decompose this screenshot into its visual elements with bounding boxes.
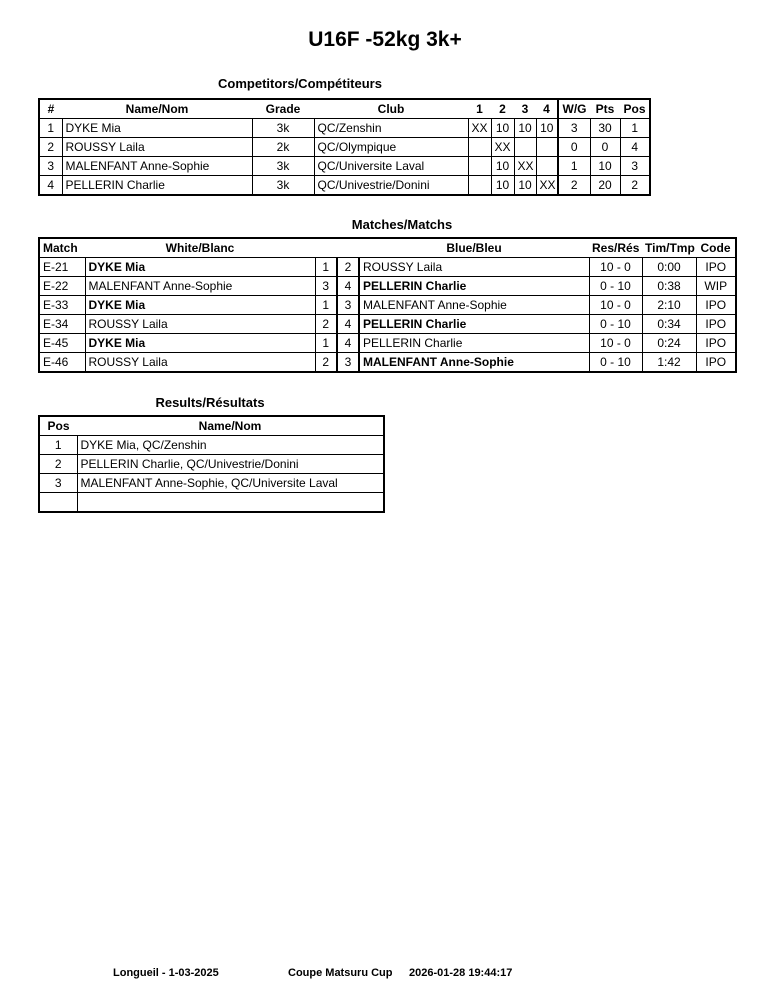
competitors-table bbox=[38, 98, 651, 196]
competitor-cell: XX bbox=[514, 157, 536, 176]
competitor-cell: QC/Olympique bbox=[314, 138, 468, 157]
competitor-cell bbox=[536, 157, 558, 176]
match-bn-cell: 4 bbox=[337, 315, 359, 334]
competitors-header-cell: # bbox=[47, 102, 55, 116]
competitor-cell: 3k bbox=[252, 157, 314, 176]
competitor-cell: 4 bbox=[39, 176, 62, 196]
competitors-title: Competitors/Compétiteurs bbox=[218, 76, 382, 91]
match-row bbox=[39, 296, 736, 315]
match-match-cell: E-21 bbox=[39, 258, 85, 277]
match-white-cell: DYKE Mia bbox=[85, 334, 315, 353]
competitor-row bbox=[39, 176, 650, 196]
match-res-cell: 10 - 0 bbox=[589, 258, 642, 277]
match-bn-cell: 4 bbox=[337, 334, 359, 353]
competitor-cell: QC/Univestrie/Donini bbox=[314, 176, 468, 196]
competitor-cell: 3 bbox=[620, 157, 650, 176]
match-blue-cell: MALENFANT Anne-Sophie bbox=[359, 353, 589, 373]
match-blue-cell: PELLERIN Charlie bbox=[359, 277, 589, 296]
match-row bbox=[39, 353, 736, 373]
competitor-cell: 0 bbox=[590, 138, 620, 157]
results-header-cell: Name/Nom bbox=[198, 419, 262, 433]
competitor-cell: XX bbox=[468, 119, 491, 138]
competitor-cell: 2 bbox=[620, 176, 650, 196]
competitors-header-cell: Name/Nom bbox=[125, 102, 189, 116]
match-row bbox=[39, 258, 736, 277]
competitor-cell: 3k bbox=[252, 119, 314, 138]
matches-header-cell: Res/Rés bbox=[592, 241, 640, 255]
competitor-cell: QC/Zenshin bbox=[314, 119, 468, 138]
competitor-cell: 10 bbox=[514, 119, 536, 138]
match-blue-cell: MALENFANT Anne-Sophie bbox=[359, 296, 589, 315]
competitor-cell: 2k bbox=[252, 138, 314, 157]
match-blue-cell: PELLERIN Charlie bbox=[359, 315, 589, 334]
competitor-cell: ROUSSY Laila bbox=[62, 138, 252, 157]
match-code-cell: WIP bbox=[696, 277, 736, 296]
result-row bbox=[39, 455, 384, 474]
matches-header-cell: Match bbox=[43, 241, 78, 255]
match-row bbox=[39, 334, 736, 353]
match-wn-cell: 3 bbox=[315, 277, 337, 296]
result-row bbox=[39, 474, 384, 493]
competitor-cell: PELLERIN Charlie bbox=[62, 176, 252, 196]
competitor-cell: 10 bbox=[491, 119, 514, 138]
match-wn-cell: 1 bbox=[315, 258, 337, 277]
competitor-cell: QC/Universite Laval bbox=[314, 157, 468, 176]
competitors-header-cell: Pos bbox=[623, 102, 646, 116]
match-bn-cell: 3 bbox=[337, 296, 359, 315]
match-row bbox=[39, 315, 736, 334]
result-cell: 3 bbox=[39, 474, 77, 493]
competitor-cell: 10 bbox=[491, 176, 514, 196]
competitor-cell: 10 bbox=[590, 157, 620, 176]
competitor-cell: 1 bbox=[558, 157, 590, 176]
competitor-cell: 3 bbox=[39, 157, 62, 176]
matches-header-cell bbox=[315, 238, 337, 258]
match-time-cell: 0:24 bbox=[642, 334, 696, 353]
competitor-cell: 4 bbox=[620, 138, 650, 157]
match-bn-cell: 3 bbox=[337, 353, 359, 373]
competitor-cell: 2 bbox=[39, 138, 62, 157]
match-bn-cell: 4 bbox=[337, 277, 359, 296]
competitor-cell: XX bbox=[491, 138, 514, 157]
match-time-cell: 0:38 bbox=[642, 277, 696, 296]
match-res-cell: 0 - 10 bbox=[589, 315, 642, 334]
competitor-cell: 3k bbox=[252, 176, 314, 196]
match-time-cell: 0:00 bbox=[642, 258, 696, 277]
competitor-cell: MALENFANT Anne-Sophie bbox=[62, 157, 252, 176]
competitors-header-cell: 3 bbox=[521, 102, 529, 116]
match-time-cell: 1:42 bbox=[642, 353, 696, 373]
match-code-cell: IPO bbox=[696, 296, 736, 315]
results-header-cell: Pos bbox=[47, 419, 70, 433]
competitor-cell: 20 bbox=[590, 176, 620, 196]
matches-table bbox=[38, 237, 737, 373]
match-code-cell: IPO bbox=[696, 334, 736, 353]
footer-event: Coupe Matsuru Cup bbox=[288, 967, 393, 979]
competitors-header-cell: 2 bbox=[499, 102, 506, 116]
result-cell: 1 bbox=[39, 436, 77, 455]
competitor-cell: 30 bbox=[590, 119, 620, 138]
match-bn-cell: 2 bbox=[337, 258, 359, 277]
result-row bbox=[39, 436, 384, 455]
competitor-row bbox=[39, 138, 650, 157]
results-table bbox=[38, 415, 385, 513]
match-match-cell: E-45 bbox=[39, 334, 85, 353]
matches-header-cell: Tim/Tmp bbox=[645, 241, 695, 255]
match-white-cell: ROUSSY Laila bbox=[85, 353, 315, 373]
page-title: U16F -52kg 3k+ bbox=[308, 28, 462, 51]
competitors-header-cell: 1 bbox=[476, 102, 483, 116]
match-code-cell: IPO bbox=[696, 315, 736, 334]
footer-location: Longueil - 1-03-2025 bbox=[113, 967, 219, 979]
matches-header-cell bbox=[337, 238, 359, 258]
match-white-cell: DYKE Mia bbox=[85, 258, 315, 277]
match-time-cell: 0:34 bbox=[642, 315, 696, 334]
match-match-cell: E-33 bbox=[39, 296, 85, 315]
competitor-cell: 0 bbox=[558, 138, 590, 157]
match-blue-cell: PELLERIN Charlie bbox=[359, 334, 589, 353]
competitor-row bbox=[39, 157, 650, 176]
competitor-cell: 1 bbox=[620, 119, 650, 138]
match-code-cell: IPO bbox=[696, 258, 736, 277]
result-cell: 2 bbox=[39, 455, 77, 474]
competitors-header-cell: Club bbox=[377, 102, 405, 116]
footer-timestamp: 2026-01-28 19:44:17 bbox=[409, 967, 513, 979]
match-row bbox=[39, 277, 736, 296]
competitor-cell: XX bbox=[536, 176, 558, 196]
competitor-cell bbox=[468, 176, 491, 196]
match-res-cell: 10 - 0 bbox=[589, 296, 642, 315]
matches-header-cell: Code bbox=[700, 241, 731, 255]
match-match-cell: E-46 bbox=[39, 353, 85, 373]
competitors-header-cell: 4 bbox=[543, 102, 550, 116]
match-time-cell: 2:10 bbox=[642, 296, 696, 315]
match-white-cell: MALENFANT Anne-Sophie bbox=[85, 277, 315, 296]
result-cell bbox=[77, 493, 384, 513]
matches-header-cell: Blue/Bleu bbox=[446, 241, 502, 255]
match-res-cell: 10 - 0 bbox=[589, 334, 642, 353]
competitor-row bbox=[39, 119, 650, 138]
match-match-cell: E-22 bbox=[39, 277, 85, 296]
matches-title: Matches/Matchs bbox=[351, 217, 453, 232]
result-cell bbox=[39, 493, 77, 513]
competitor-cell: 10 bbox=[536, 119, 558, 138]
match-code-cell: IPO bbox=[696, 353, 736, 373]
competitor-cell bbox=[536, 138, 558, 157]
competitor-cell: 10 bbox=[514, 176, 536, 196]
match-wn-cell: 1 bbox=[315, 334, 337, 353]
match-res-cell: 0 - 10 bbox=[589, 277, 642, 296]
competitor-cell: DYKE Mia bbox=[62, 119, 252, 138]
competitor-cell: 2 bbox=[558, 176, 590, 196]
match-white-cell: DYKE Mia bbox=[85, 296, 315, 315]
competitor-cell bbox=[468, 157, 491, 176]
competitor-cell: 10 bbox=[491, 157, 514, 176]
result-cell: MALENFANT Anne-Sophie, QC/Universite Laval bbox=[77, 474, 384, 493]
result-cell: DYKE Mia, QC/Zenshin bbox=[77, 436, 384, 455]
competitor-cell bbox=[468, 138, 491, 157]
match-white-cell: ROUSSY Laila bbox=[85, 315, 315, 334]
match-match-cell: E-34 bbox=[39, 315, 85, 334]
result-row bbox=[39, 493, 384, 513]
competitor-cell: 1 bbox=[39, 119, 62, 138]
competitor-cell bbox=[514, 138, 536, 157]
match-wn-cell: 2 bbox=[315, 353, 337, 373]
competitors-header-cell: W/G bbox=[558, 99, 590, 119]
competitor-cell: 3 bbox=[558, 119, 590, 138]
match-res-cell: 0 - 10 bbox=[589, 353, 642, 373]
match-wn-cell: 1 bbox=[315, 296, 337, 315]
matches-header-cell: White/Blanc bbox=[165, 241, 235, 255]
match-wn-cell: 2 bbox=[315, 315, 337, 334]
competitors-header-cell: Grade bbox=[265, 102, 301, 116]
match-blue-cell: ROUSSY Laila bbox=[359, 258, 589, 277]
competitors-header-cell: Pts bbox=[595, 102, 615, 116]
result-cell: PELLERIN Charlie, QC/Univestrie/Donini bbox=[77, 455, 384, 474]
results-title: Results/Résultats bbox=[155, 395, 265, 410]
